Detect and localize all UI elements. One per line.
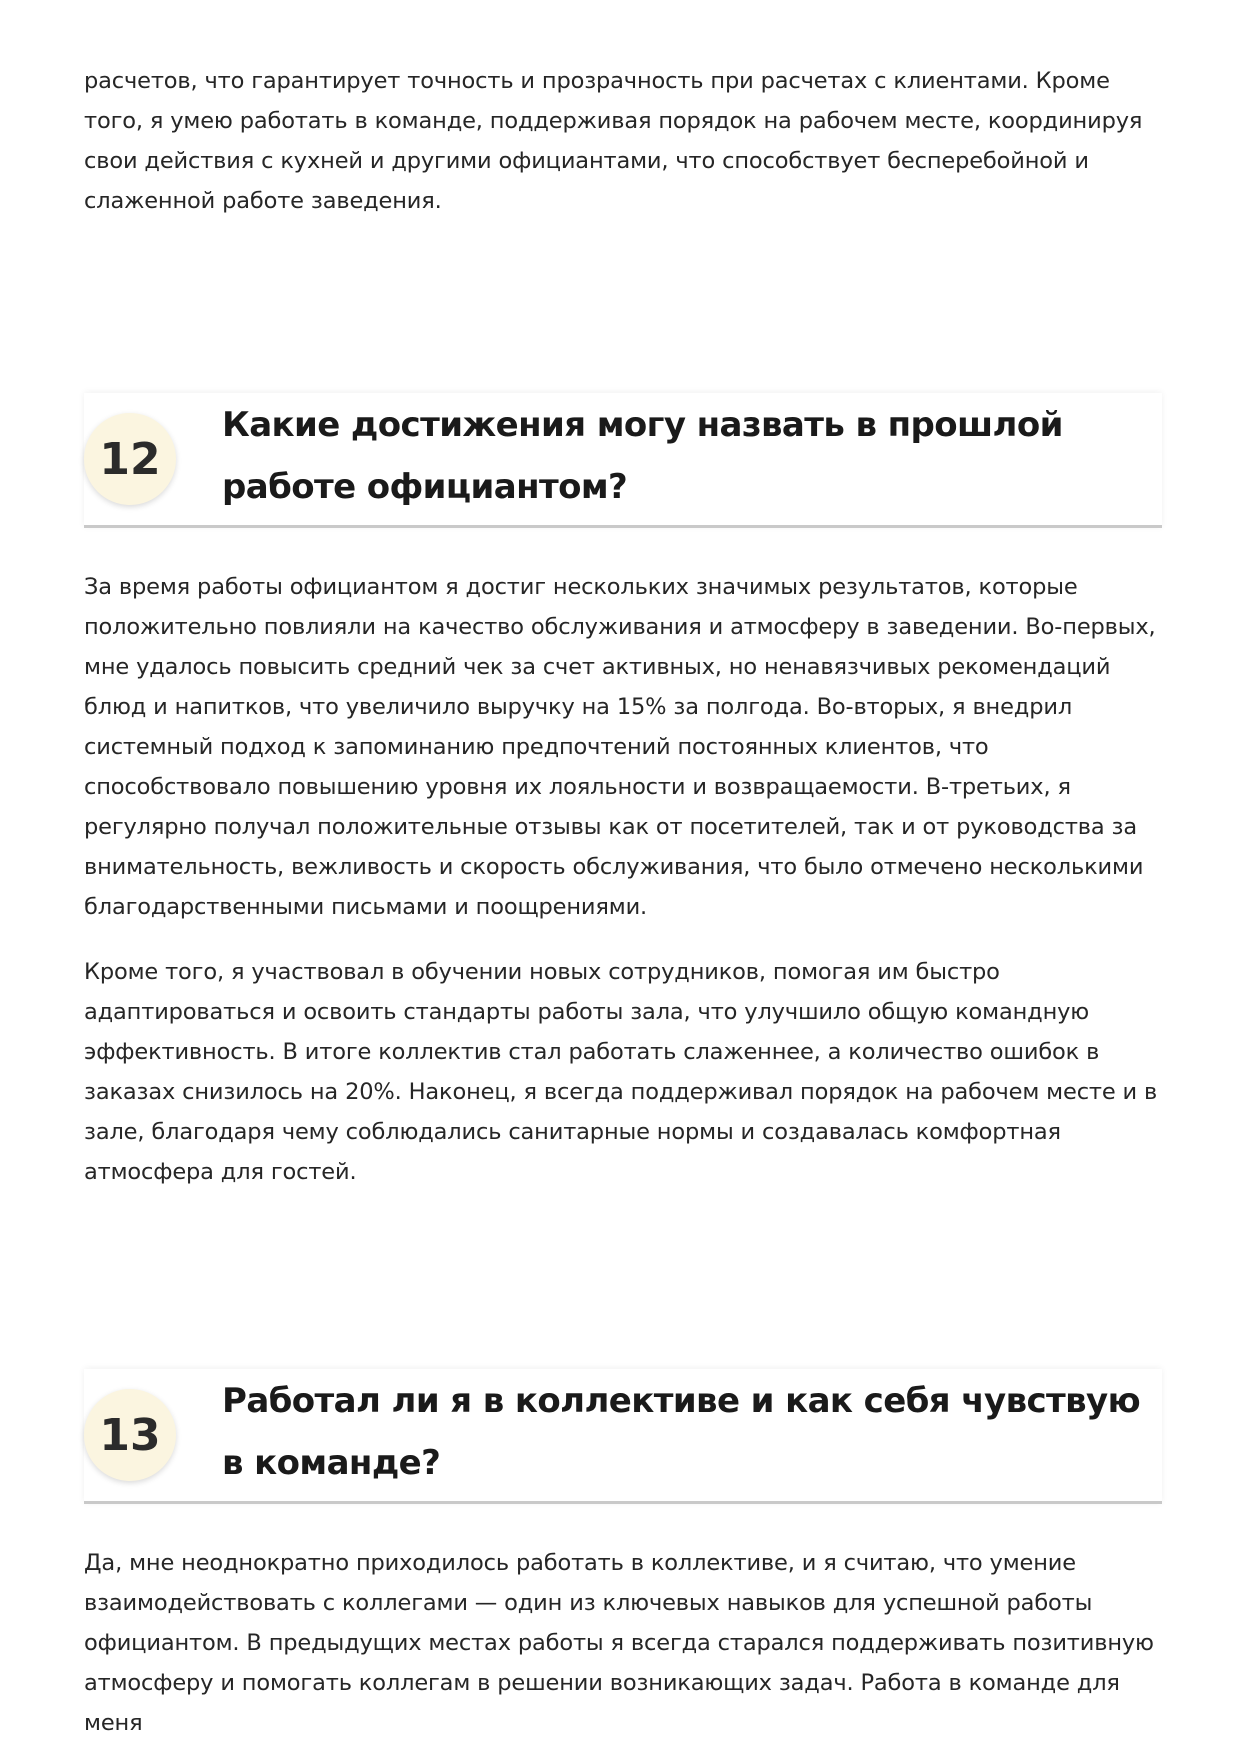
question-number-badge: 12 [84,413,176,505]
answer-body [84,567,1162,1192]
question-number-badge: 13 [84,1389,176,1481]
question-title: Работал ли я в коллективе и как себя чувствую в команде? [222,1381,1141,1483]
question-header [84,393,1162,528]
question-section-12 [84,393,1162,1192]
question-section-13 [84,1369,1162,1743]
answer-paragraph: Да, мне неоднократно приходилось работать в коллективе, и я считаю, что умение взаимодействовать с коллегами — один из ключевых навыков для успешной работы официантом. В предыдущих местах работы я всегда старался поддерживать позитивную атмосферу и помогать коллегам в решении возникающих задач. Работа в команде для меня [84,1550,1154,1736]
intro-paragraph: расчетов, что гарантирует точность и прозрачность при расчетах с клиентами. Кроме того, я умею работать в команде, поддерживая порядок на рабочем месте, координируя свои действия с кухней и другими официантами, что способствует бесперебойной и слаженной работе заведения. [84,68,1143,214]
answer-paragraph: За время работы официантом я достиг нескольких значимых результатов, которые положительно повлияли на качество обслуживания и атмосферу в заведении. Во-первых, мне удалось повысить средний чек за счет активных, но ненавязчивых рекомендаций блюд и напитков, что увеличило выручку на 15% за полгода. Во-вторых, я внедрил системный подход к запоминанию предпочтений постоянных клиентов, что способствовало повышению уровня их лояльности и возвращаемости. В-третьих, я регулярно получал положительные отзывы как от посетителей, так и от руководства за внимательность, вежливость и скорость обслуживания, что было отмечено несколькими благодарственными письмами и поощрениями. [84,574,1156,920]
answer-body [84,1543,1162,1743]
question-header [84,1369,1162,1504]
answer-paragraph: Кроме того, я участвовал в обучении новых сотрудников, помогая им быстро адаптироваться и освоить стандарты работы зала, что улучшило общую командную эффективность. В итоге коллектив стал работать слаженнее, а количество ошибок в заказах снизилось на 20%. Наконец, я всегда поддерживал порядок на рабочем месте и в зале, благодаря чему соблюдались санитарные нормы и создавалась комфортная атмосфера для гостей. [84,959,1158,1185]
question-title: Какие достижения могу назвать в прошлой работе официантом? [222,405,1063,507]
